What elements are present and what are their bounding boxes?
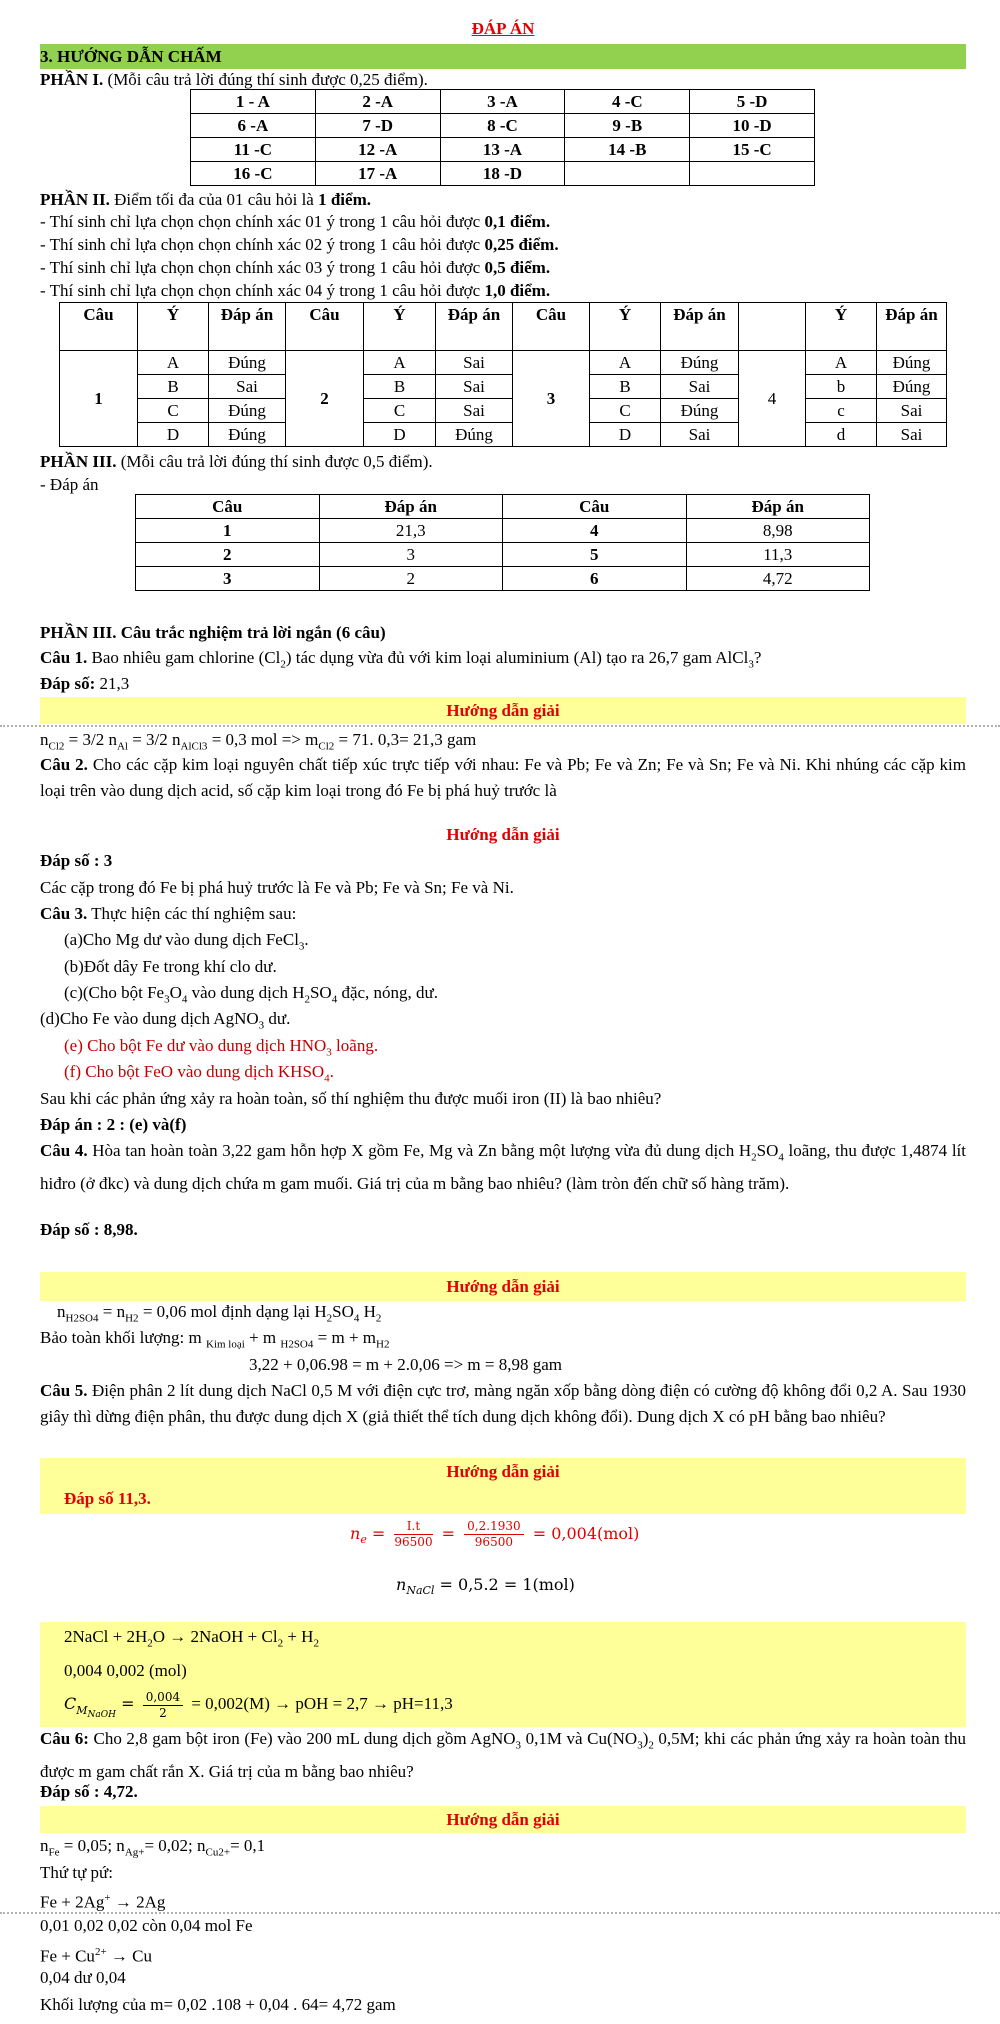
text-segment: Fe + Cu <box>40 1946 95 1966</box>
subscript: 2 <box>147 1637 153 1650</box>
option-cell: c <box>806 399 877 423</box>
rule-text: - Thí sinh chỉ lựa chọn chọn chính xác 04 ý trong 1 câu hỏi được <box>40 281 485 300</box>
bold-segment: Câu 3. <box>40 904 88 923</box>
text-segment: Bao nhiêu gam chlorine (Cl <box>87 648 281 667</box>
header-cell: Đáp án <box>209 303 286 351</box>
bold-segment: PHẦN III. Câu trắc nghiệm trả lời ngắn (6 câu) <box>40 623 386 642</box>
page-title: ĐÁP ÁN <box>471 19 535 38</box>
verdict-cell: Sai <box>436 399 513 423</box>
subscript: 3 <box>748 658 754 671</box>
subscript: Fe <box>48 1846 60 1859</box>
text-segment: = 0,05; n <box>59 1836 125 1855</box>
verdict-cell: Đúng <box>209 423 286 447</box>
rule-points: 0,1 điểm. <box>484 212 551 231</box>
subscript: 2 <box>304 993 310 1006</box>
answer-cell: 17 -A <box>315 162 440 186</box>
answer-cell: 4 -C <box>565 90 690 114</box>
formula-text: C <box>64 1694 77 1714</box>
table-row <box>60 375 947 399</box>
electrolysis-reaction <box>40 1622 966 1657</box>
question-1 <box>40 645 761 671</box>
subscript: 2 <box>280 658 286 671</box>
text-segment: Hòa tan hoàn toàn 3,22 gam hỗn hợp X gồm Fe, Mg và Zn bằng một lượng vừa đủ dung dịch H <box>87 1141 752 1160</box>
subscript: H2 <box>376 1338 390 1351</box>
answer-cell: 14 -B <box>565 138 690 162</box>
header-cell: Đáp án <box>877 303 947 351</box>
text-segment: Các cặp trong đó Fe bị phá huỷ trước là Fe và Pb; Fe và Sn; Fe và Ni. <box>40 878 514 897</box>
bold-segment: Câu 6: <box>40 1729 89 1748</box>
answer-cell: 7 -D <box>315 114 440 138</box>
formula-text: M <box>76 1703 88 1717</box>
text-segment: O <box>169 983 182 1002</box>
guide-label: Hướng dẫn giải <box>446 825 560 844</box>
formula-text: n <box>396 1575 407 1594</box>
question-6-solution-6 <box>40 1965 126 1991</box>
text-segment: Khối lượng của m= 0,02 .108 + 0,04 . 64= 4,72 gam <box>40 1995 396 2014</box>
option-cell: C <box>364 399 436 423</box>
text-segment: (f) Cho bột FeO vào dung dịch KHSO <box>64 1062 325 1081</box>
subscript: 2 <box>648 1739 654 1752</box>
question-cell: 1 <box>136 519 320 543</box>
formula-text: NaOH <box>87 1709 116 1720</box>
part2-answer-table <box>59 302 947 447</box>
question-3 <box>40 901 296 927</box>
subscript: Cl2 <box>48 740 65 753</box>
text-segment: → Cu <box>106 1946 152 1966</box>
subscript: AlCl3 <box>180 740 208 753</box>
subscript: 3 <box>326 1046 332 1059</box>
text-segment: H <box>359 1302 376 1321</box>
header-row <box>60 303 947 351</box>
superscript: + <box>104 1892 111 1904</box>
option-cell: d <box>806 423 877 447</box>
text-segment: n <box>40 730 49 749</box>
guide-label: Hướng dẫn giải <box>446 701 560 720</box>
question-3-answer <box>40 1112 186 1138</box>
subscript: 4 <box>353 1312 360 1325</box>
text-segment: Thực hiện các thí nghiệm sau: <box>87 904 297 923</box>
question-2 <box>40 752 966 805</box>
answer-cell: 6 -A <box>191 114 316 138</box>
section-heading-bar <box>40 44 966 69</box>
option-cell: A <box>364 351 436 375</box>
text-segment: 0,04 dư 0,04 <box>40 1968 126 1987</box>
denominator: 2 <box>159 1705 167 1720</box>
verdict-cell: Sai <box>661 423 739 447</box>
question-cell: 4 <box>503 519 687 543</box>
bold-segment: Đáp số: <box>40 674 96 693</box>
text-segment: = 0,02; n <box>144 1836 206 1855</box>
text-segment: Điện phân 2 lít dung dịch NaCl 0,5 M với điện cực trơ, màng ngăn xốp bằng dòng điện có cường độ không đổi 0,2 A. Sau 1930 giây thì dừng điện phân, thu được dung dịch X (giả thiết thể tích dung dịch không đổi). Dung dịch X có pH bằng bao nhiêu? <box>40 1381 966 1427</box>
verdict-cell: Sai <box>877 399 947 423</box>
formula-text: NaCl <box>406 1584 435 1598</box>
text-segment: 3,22 + 0,06.98 = m + 2.0,06 => m = 8,98 gam <box>249 1355 562 1374</box>
concentration-formula: $C_{M_{NaOH}}$ = $\frac{0,004}{2}$ = 0,002(M) → pOH = 2,7 → pH=11,3 <box>64 1689 453 1720</box>
answer-cell: 4,72 <box>686 567 870 591</box>
text-segment: 0,01 0,02 0,02 còn 0,04 mol Fe <box>40 1916 253 1935</box>
part2-note-bold: 1 điểm. <box>318 190 371 209</box>
experiment-f <box>64 1059 334 1085</box>
question-6-answer <box>40 1779 138 1805</box>
question-4-solution-3 <box>249 1352 562 1378</box>
numerator: I.t <box>394 1519 432 1535</box>
experiment-e <box>64 1033 378 1059</box>
text-segment: = 0,1 <box>230 1836 266 1855</box>
rule-points: 1,0 điểm. <box>484 281 551 300</box>
electrolysis-moles <box>40 1657 966 1684</box>
part3-answer-table <box>135 494 870 591</box>
text-segment: Thứ tự pứ: <box>40 1863 113 1882</box>
question-1-solution <box>40 727 476 753</box>
answer-cell: 11 -C <box>191 138 316 162</box>
answer-cell: 12 -A <box>315 138 440 162</box>
scoring-rule <box>40 278 550 304</box>
header-cell: Đáp án <box>686 495 870 519</box>
denominator: 96500 <box>474 1535 513 1549</box>
part1-label: PHẦN I. <box>40 70 104 89</box>
option-cell: B <box>590 375 661 399</box>
option-cell: D <box>590 423 661 447</box>
text-segment: = n <box>98 1302 126 1321</box>
answer-cell: 8 -C <box>440 114 565 138</box>
text-segment: n <box>40 1836 49 1855</box>
header-cell: Ý <box>138 303 209 351</box>
question-cell: 3 <box>136 567 320 591</box>
table-row <box>191 138 815 162</box>
question-cell: 5 <box>503 543 687 567</box>
header-cell: Đáp án <box>436 303 513 351</box>
answer-cell: 5 -D <box>690 90 815 114</box>
text-segment: ) <box>642 1729 649 1748</box>
question-6-solution-4 <box>40 1913 253 1939</box>
experiment-c <box>64 980 438 1006</box>
option-cell: B <box>138 375 209 399</box>
guide-label: Hướng dẫn giải <box>446 1810 560 1829</box>
text-segment: (b)Đốt dây Fe trong khí clo dư. <box>64 957 277 976</box>
table-row <box>60 399 947 423</box>
guide-bar-4 <box>40 1272 966 1301</box>
question-6-solution-7 <box>40 1992 396 2018</box>
numerator: 0,004 <box>143 1690 183 1706</box>
verdict-cell: Đúng <box>209 399 286 423</box>
text-segment: Cho 2,8 gam bột iron (Fe) vào 200 mL dung dịch gồm AgNO <box>88 1729 516 1748</box>
question-6-solution-1 <box>40 1833 265 1859</box>
question-6-solution-3 <box>40 1885 165 1911</box>
option-cell: A <box>590 351 661 375</box>
part2-label: PHẦN II. <box>40 190 110 209</box>
header-cell: Câu <box>503 495 687 519</box>
question-number-cell: 3 <box>513 351 590 447</box>
option-cell: C <box>590 399 661 423</box>
verdict-cell: Đúng <box>877 351 947 375</box>
table-row <box>136 567 870 591</box>
option-cell: B <box>364 375 436 399</box>
answer-cell: 3 -A <box>440 90 565 114</box>
experiment-a <box>64 927 309 953</box>
question-number-cell: 1 <box>60 351 138 447</box>
table-row <box>191 90 815 114</box>
question-cell: 6 <box>503 567 687 591</box>
text-segment: SO <box>309 983 332 1002</box>
subscript: H2SO4 <box>280 1338 314 1351</box>
bold-segment: Đáp án : 2 : (e) và(f) <box>40 1115 187 1134</box>
option-cell: b <box>806 375 877 399</box>
subscript: 3 <box>515 1739 522 1752</box>
rule-points: 0,5 điểm. <box>484 258 551 277</box>
part3-note: (Mỗi câu trả lời đúng thí sinh được 0,5 điểm). <box>116 452 433 471</box>
text-segment: 2NaCl + 2H <box>64 1627 148 1646</box>
question-5-answer <box>40 1485 966 1512</box>
text-segment: SO <box>332 1302 354 1321</box>
text-segment: (a)Cho Mg dư vào dung dịch FeCl <box>64 930 299 949</box>
text-segment: 0,1M và Cu(NO <box>521 1729 638 1748</box>
superscript: 2+ <box>94 1946 107 1958</box>
section-heading: 3. HƯỚNG DẪN CHẤM <box>40 47 222 66</box>
answer-cell: 2 -A <box>315 90 440 114</box>
text-segment: 21,3 <box>95 674 130 693</box>
option-cell: C <box>138 399 209 423</box>
guide-bar-5 <box>40 1458 966 1514</box>
guide-bar-1 <box>40 697 966 724</box>
answer-cell <box>565 162 690 186</box>
question-2-answer <box>40 848 112 874</box>
answer-cell: 18 -D <box>440 162 565 186</box>
answer-cell: 8,98 <box>686 519 870 543</box>
verdict-cell: Sai <box>877 423 947 447</box>
fraction <box>394 1519 432 1550</box>
question-cell: 2 <box>136 543 320 567</box>
subscript: Al <box>116 740 128 753</box>
formula-text: e <box>360 1533 367 1547</box>
question-number-cell: 4 <box>739 351 806 447</box>
header-cell: Đáp án <box>319 495 503 519</box>
formula-text: = 0,004(mol) <box>532 1524 640 1543</box>
text-segment: + m <box>244 1328 281 1347</box>
answer-cell: 11,3 <box>686 543 870 567</box>
subscript: 3 <box>637 1739 643 1752</box>
text-segment: = 3/2 n <box>64 730 117 749</box>
formula-text: n <box>350 1524 361 1543</box>
numerator: 0,2.1930 <box>464 1519 523 1535</box>
nacl-moles-formula <box>396 1572 575 1598</box>
table-row <box>136 543 870 567</box>
subscript: 2 <box>313 1637 319 1650</box>
text-segment: = 71. 0,3= 21,3 gam <box>334 730 477 749</box>
header-row <box>136 495 870 519</box>
subscript: 4 <box>778 1151 784 1164</box>
option-cell: D <box>364 423 436 447</box>
header-cell: Ý <box>590 303 661 351</box>
verdict-cell: Đúng <box>877 375 947 399</box>
verdict-cell: Đúng <box>661 351 739 375</box>
subscript: 4 <box>331 993 338 1006</box>
question-4-solution-2 <box>40 1325 389 1351</box>
question-number-cell: 2 <box>286 351 364 447</box>
text-segment: O → 2NaOH + Cl <box>152 1627 278 1646</box>
text-segment: loãng, thu được 1,4874 lít hiđro (ở đkc) và dung dịch chứa m gam muối. Giá trị của m bằng bao nhiêu? (làm tròn đến chữ số hàng trăm). <box>40 1141 966 1193</box>
header-cell: Ý <box>806 303 877 351</box>
text-segment: . <box>304 930 309 949</box>
subscript: 4 <box>181 993 188 1006</box>
subscript: 3 <box>258 1019 265 1032</box>
verdict-cell: Đúng <box>436 423 513 447</box>
guide-bar-5b <box>40 1622 966 1727</box>
verdict-cell: Sai <box>209 375 286 399</box>
verdict-cell: Sai <box>436 375 513 399</box>
text-segment: đặc, nóng, dư. <box>337 983 439 1002</box>
bold-segment: Đáp số : 4,72. <box>40 1782 138 1801</box>
bold-segment: Đáp số : 8,98. <box>40 1220 138 1239</box>
header-cell: Ý <box>364 303 436 351</box>
header-cell: Câu <box>60 303 138 351</box>
text-segment: . <box>329 1062 334 1081</box>
fraction <box>464 1519 523 1550</box>
subscript: 2 <box>375 1312 382 1325</box>
subscript: 2 <box>751 1151 757 1164</box>
answer-cell: 13 -A <box>440 138 565 162</box>
question-2-solution <box>40 875 514 901</box>
subscript: Cu2+ <box>205 1846 231 1859</box>
text-segment: Cho các cặp kim loại nguyên chất tiếp xúc trực tiếp với nhau: Fe và Pb; Fe và Zn; Fe và Sn; Fe và Ni. Khi nhúng các cặp kim loại trên vào dung dịch acid, số cặp kim loại trong đó Fe bị phá huỷ trước là <box>40 755 966 801</box>
text-segment: Bảo toàn khối lượng: m <box>40 1328 206 1347</box>
text-segment: (c)(Cho bột Fe <box>64 983 165 1002</box>
rule-points: 0,25 điểm. <box>484 235 559 254</box>
subscript: Kim loại <box>206 1338 245 1351</box>
answer-cell <box>690 162 815 186</box>
subscript: 2 <box>326 1312 333 1325</box>
formula-text <box>191 1694 452 1713</box>
text-segment: = 0,002(M) → pOH = 2,7 → pH=11,3 <box>191 1694 453 1714</box>
answer-cell: 9 -B <box>565 114 690 138</box>
part2-note: Điểm tối đa của 01 câu hỏi là <box>109 190 319 209</box>
fraction <box>143 1690 183 1721</box>
text-segment: n <box>57 1302 66 1321</box>
verdict-cell: Đúng <box>661 399 739 423</box>
short-answer-heading <box>40 620 386 646</box>
answer-cell: 21,3 <box>319 519 503 543</box>
header-cell: Câu <box>513 303 590 351</box>
part3-subheading: - Đáp án <box>40 475 99 494</box>
subscript: 3 <box>298 940 305 953</box>
bold-segment: Câu 2. <box>40 755 88 774</box>
text-segment: 0,5M; khi các phản ứng xảy ra hoàn toàn thu được m gam chất rắn X. Giá trị của m bằng bao nhiêu? <box>40 1729 967 1781</box>
text-segment: SO <box>756 1141 779 1160</box>
experiment-d <box>40 1006 290 1032</box>
text-segment: ? <box>753 648 762 667</box>
header-cell: Đáp án <box>661 303 739 351</box>
text-segment: ) tác dụng vừa đủ với kim loại aluminium (Al) tạo ra 26,7 gam AlCl <box>285 648 749 667</box>
rule-text: - Thí sinh chỉ lựa chọn chọn chính xác 02 ý trong 1 câu hỏi được <box>40 235 485 254</box>
verdict-cell: Đúng <box>209 351 286 375</box>
option-cell: A <box>806 351 877 375</box>
question-5 <box>40 1378 966 1431</box>
text-segment: 0,004 0,002 (mol) <box>64 1661 187 1681</box>
header-cell <box>739 303 806 351</box>
option-cell: A <box>138 351 209 375</box>
part1-answer-table <box>190 89 815 186</box>
part3-label: PHẦN III. <box>40 452 117 471</box>
verdict-cell: Sai <box>661 375 739 399</box>
answer-cell: 3 <box>319 543 503 567</box>
bold-segment: Đáp số 11,3. <box>64 1489 151 1508</box>
question-4 <box>40 1138 966 1197</box>
bold-segment: Câu 4. <box>40 1141 88 1160</box>
rule-text: - Thí sinh chỉ lựa chọn chọn chính xác 01 ý trong 1 câu hỏi được <box>40 212 485 231</box>
text-segment: (e) Cho bột Fe dư vào dung dịch HNO <box>64 1036 327 1055</box>
verdict-cell: Sai <box>436 351 513 375</box>
subscript: 2 <box>277 1637 284 1650</box>
answer-cell: 1 - A <box>191 90 316 114</box>
answer-cell: 2 <box>319 567 503 591</box>
text-segment: loãng. <box>331 1036 379 1055</box>
option-cell: D <box>138 423 209 447</box>
subscript: Cl2 <box>318 740 335 753</box>
experiment-b <box>64 954 277 980</box>
question-4-answer <box>40 1217 138 1243</box>
subscript: H2 <box>125 1312 139 1325</box>
table-row <box>60 423 947 447</box>
subscript: Ag+ <box>124 1846 145 1859</box>
text-segment: Sau khi các phản ứng xảy ra hoàn toàn, số thí nghiệm thu được muối iron (II) là bao nhiêu? <box>40 1089 662 1108</box>
bold-segment: Đáp số : 3 <box>40 851 113 870</box>
text-segment: + H <box>283 1627 314 1646</box>
text-segment: → 2Ag <box>110 1892 166 1912</box>
formula-text: = 0,5.2 = 1(mol) <box>439 1575 575 1594</box>
header-cell: Câu <box>136 495 320 519</box>
bold-segment: Câu 5. <box>40 1381 88 1400</box>
part3-heading <box>40 449 433 475</box>
denominator: 96500 <box>394 1535 433 1549</box>
text-segment: = 3/2 n <box>127 730 181 749</box>
subscript: H2SO4 <box>65 1312 99 1325</box>
answer-cell: 16 -C <box>191 162 316 186</box>
electron-moles-formula: $n_e$ = $\frac{I.t}{96500}$ = $\frac{0,2.1930}{96500}$ = 0,004(mol) <box>350 1519 640 1549</box>
header-cell: Câu <box>286 303 364 351</box>
subscript: 4 <box>324 1072 330 1085</box>
answer-cell: 10 -D <box>690 114 815 138</box>
text-segment: Fe + 2Ag <box>40 1892 105 1912</box>
text-segment: = 0,3 mol => m <box>207 730 319 749</box>
table-row <box>191 114 815 138</box>
text-segment: dư. <box>264 1009 291 1028</box>
text-segment: (d)Cho Fe vào dung dịch AgNO <box>40 1009 259 1028</box>
table-row <box>191 162 815 186</box>
guide-bar-6 <box>40 1806 966 1833</box>
question-1-answer <box>40 671 129 697</box>
part1-note: (Mỗi câu trả lời đúng thí sinh được 0,25 điểm). <box>103 70 428 89</box>
text-segment: = m + m <box>313 1328 377 1347</box>
question-6 <box>40 1726 966 1785</box>
bold-segment: Câu 1. <box>40 648 88 667</box>
question-6-solution-5 <box>40 1939 152 1965</box>
table-row <box>136 519 870 543</box>
guide-label: Hướng dẫn giải <box>446 1277 560 1296</box>
question-3-prompt <box>40 1086 661 1112</box>
question-6-solution-2 <box>40 1860 113 1886</box>
text-segment: vào dung dịch H <box>187 983 305 1002</box>
subscript: 3 <box>164 993 170 1006</box>
answer-cell: 15 -C <box>690 138 815 162</box>
guide-label: Hướng dẫn giải <box>446 1462 560 1481</box>
question-4-solution-1 <box>57 1299 381 1325</box>
text-segment: = 0,06 mol định dạng lại H <box>138 1302 327 1321</box>
table-row <box>60 351 947 375</box>
rule-text: - Thí sinh chỉ lựa chọn chọn chính xác 03 ý trong 1 câu hỏi được <box>40 258 485 277</box>
